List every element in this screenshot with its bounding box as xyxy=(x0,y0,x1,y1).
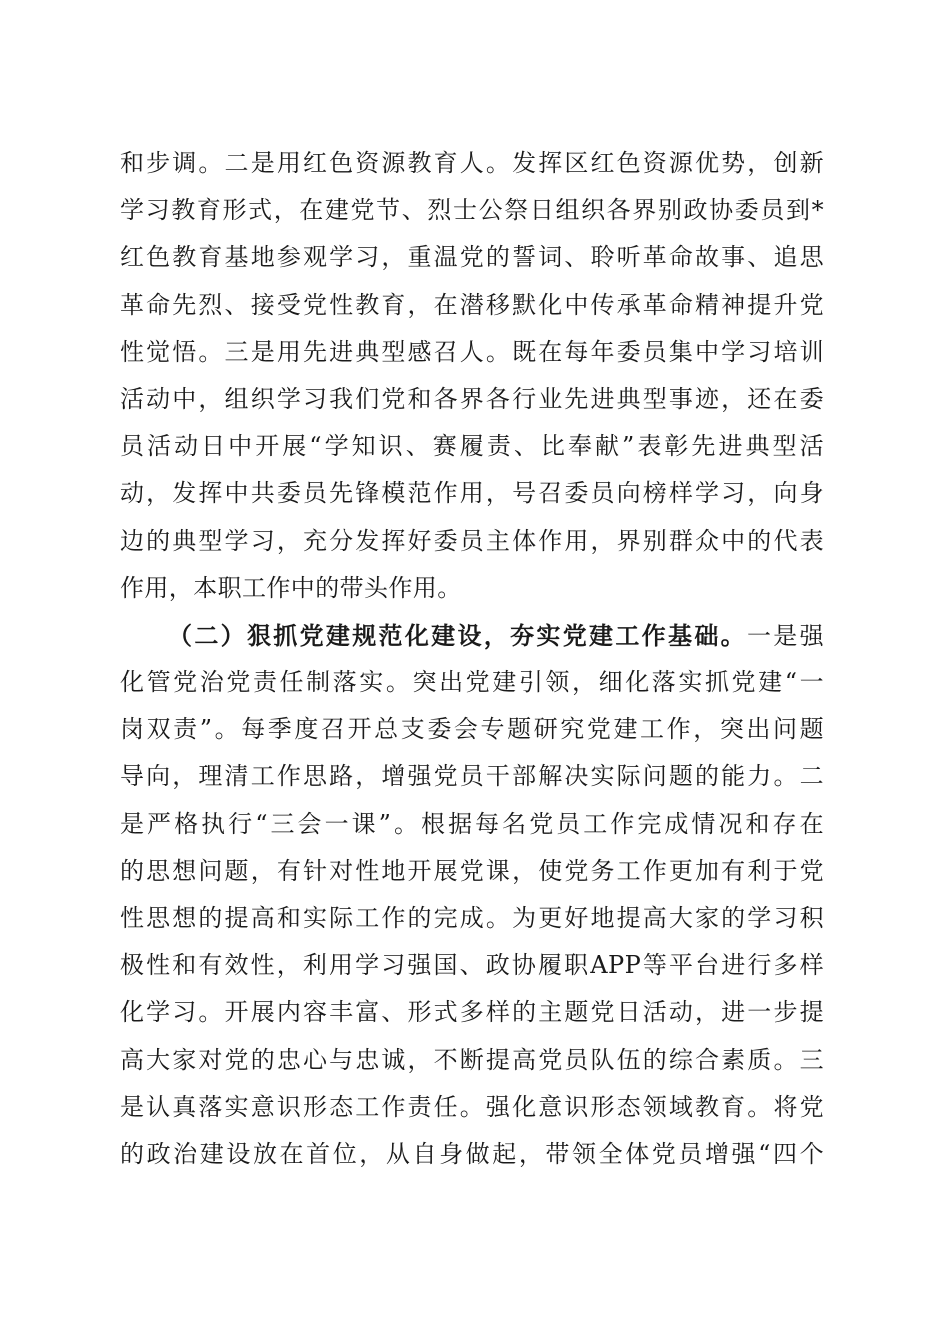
text-line: 导向，理清工作思路，增强党员干部解决实际问题的能力。二 xyxy=(120,762,824,791)
paragraph-1 xyxy=(120,140,824,612)
text-line: 化学习。开展内容丰富、形式多样的主题党日活动，进一步提 xyxy=(120,998,824,1027)
text-line: 是严格执行“三会一课”。根据每名党员工作完成情况和存在 xyxy=(120,809,824,838)
text-line: 极性和有效性，利用学习强国、政协履职APP等平台进行多样 xyxy=(120,951,824,980)
text-line: 作用，本职工作中的带头作用。 xyxy=(120,573,462,602)
text-span: 一是强 xyxy=(746,621,824,650)
section-heading: （二）狠抓党建规范化建设，夯实党建工作基础。 xyxy=(168,620,747,650)
text-line: 的思想问题，有针对性地开展党课，使党务工作更加有利于党 xyxy=(120,856,824,885)
text-line: 学习教育形式，在建党节、烈士公祭日组织各界别政协委员到* xyxy=(120,196,824,225)
text-line: 动，发挥中共委员先锋模范作用，号召委员向榜样学习，向身 xyxy=(120,479,824,508)
text-line: 员活动日中开展“学知识、赛履责、比奉献”表彰先进典型活 xyxy=(120,432,824,461)
text-line: 高大家对党的忠心与忠诚，不断提高党员队伍的综合素质。三 xyxy=(120,1045,824,1074)
text-line: 岗双责”。每季度召开总支委会专题研究党建工作，突出问题 xyxy=(120,715,824,744)
text-line: 是认真落实意识形态工作责任。强化意识形态领域教育。将党 xyxy=(120,1092,824,1121)
text-line: 边的典型学习，充分发挥好委员主体作用，界别群众中的代表 xyxy=(120,526,824,555)
text-line: 性思想的提高和实际工作的完成。为更好地提高大家的学习积 xyxy=(120,904,824,932)
text-line: 和步调。二是用红色资源教育人。发挥区红色资源优势，创新 xyxy=(120,149,824,177)
paragraph-2 xyxy=(120,612,824,1178)
text-line: 的政治建设放在首位，从自身做起，带领全体党员增强“四个 xyxy=(120,1139,824,1168)
document-body xyxy=(120,140,824,1178)
text-line: 化管党治党责任制落实。突出党建引领，细化落实抓党建“一 xyxy=(120,668,824,697)
text-line: 性觉悟。三是用先进典型感召人。既在每年委员集中学习培训 xyxy=(120,337,824,366)
text-line xyxy=(120,612,824,659)
text-line: 活动中，组织学习我们党和各界各行业先进典型事迹，还在委 xyxy=(120,384,824,413)
text-line: 革命先烈、接受党性教育，在潜移默化中传承革命精神提升党 xyxy=(120,290,824,319)
text-line: 红色教育基地参观学习，重温党的誓词、聆听革命故事、追思 xyxy=(120,243,824,272)
